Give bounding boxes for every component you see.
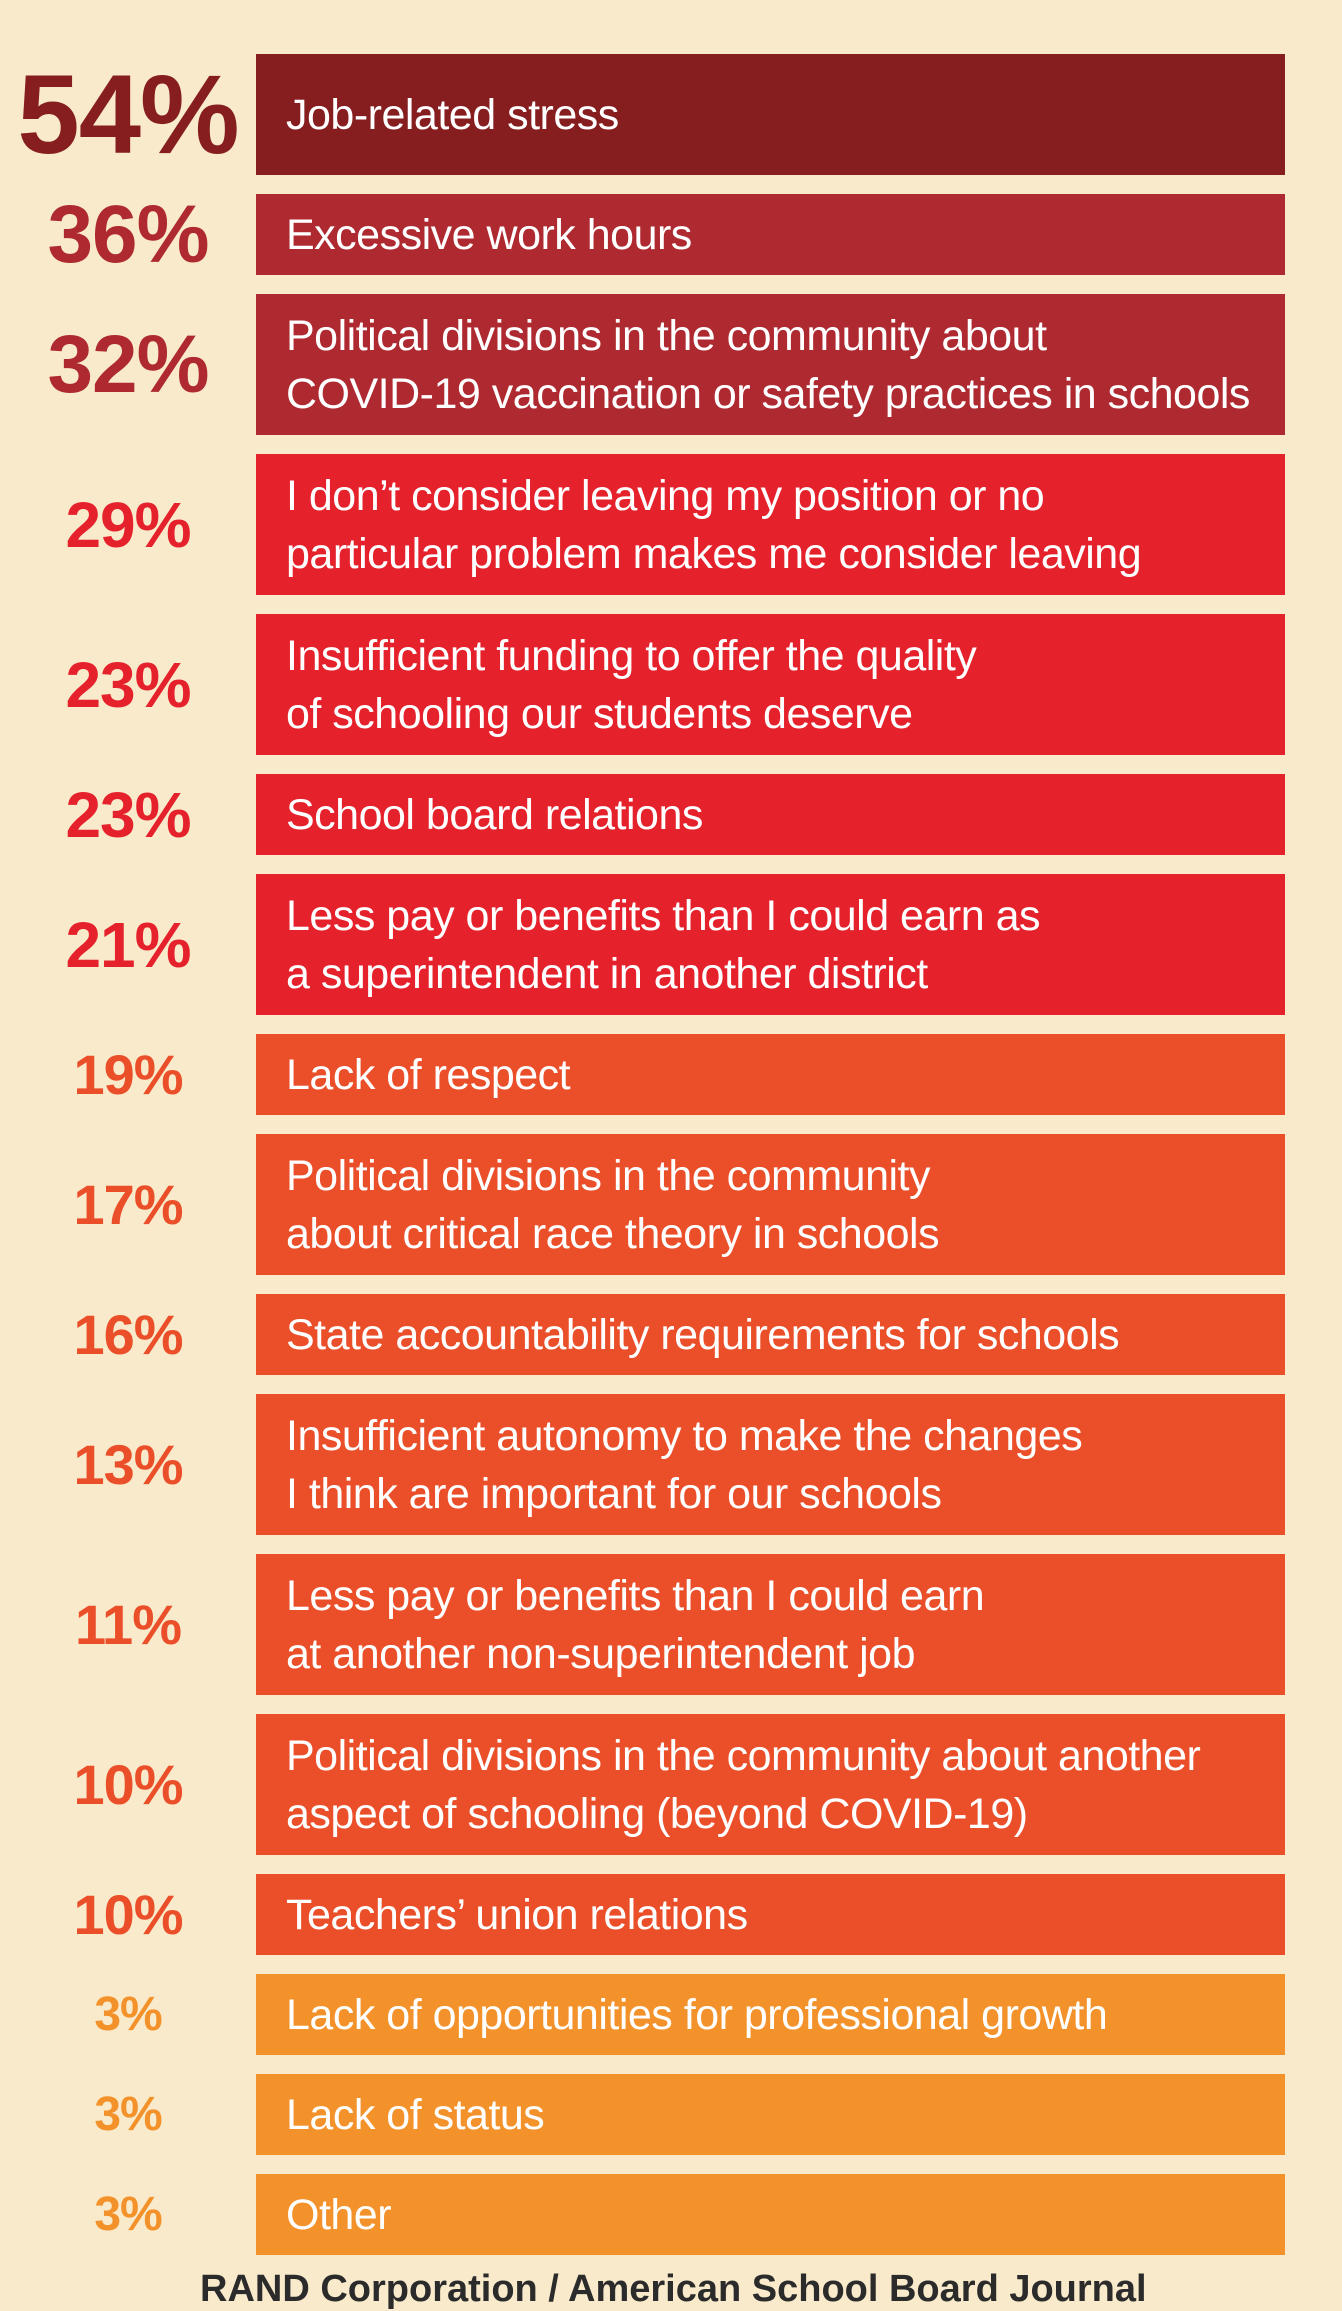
bar <box>256 1394 1285 1535</box>
value-label: 23% <box>65 648 191 721</box>
bar-label: Less pay or benefits than I could earn as a superintendent in another district <box>286 891 1040 998</box>
bar <box>256 294 1285 435</box>
bar-label: State accountability requirements for schools <box>286 1310 1120 1359</box>
value-label: 10% <box>73 1753 183 1816</box>
value-label: 23% <box>65 778 191 851</box>
bar <box>256 1294 1285 1375</box>
bar <box>256 194 1285 275</box>
bar <box>256 1134 1285 1275</box>
bar-label: Teachers’ union relations <box>286 1890 748 1939</box>
value-label: 17% <box>73 1173 183 1236</box>
value-label: 13% <box>73 1433 183 1496</box>
bar-label: Job-related stress <box>286 90 619 139</box>
value-label: 21% <box>65 908 191 981</box>
bar-label: Lack of opportunities for professional growth <box>286 1990 1108 2039</box>
bar-label: Political divisions in the community about another aspect of schooling (beyond COVID-19) <box>286 1731 1201 1838</box>
bar <box>256 1714 1285 1855</box>
bar <box>256 54 1285 175</box>
value-label: 36% <box>47 188 209 280</box>
value-label: 16% <box>73 1303 183 1366</box>
value-label: 3% <box>94 1988 162 2041</box>
bar-label: Political divisions in the community about critical race theory in schools <box>286 1151 940 1258</box>
bar-label: Insufficient funding to offer the quality of schooling our students deserve <box>286 631 977 738</box>
value-label: 19% <box>73 1043 183 1106</box>
bar-label: Excessive work hours <box>286 210 692 259</box>
bar <box>256 874 1285 1015</box>
bar <box>256 774 1285 855</box>
bar-label: Political divisions in the community about COVID-19 vaccination or safety practices in schools <box>286 311 1250 418</box>
bar-label: Other <box>286 2190 392 2239</box>
bar-label: School board relations <box>286 790 703 839</box>
value-label: 10% <box>73 1883 183 1946</box>
bar <box>256 1554 1285 1695</box>
bar <box>256 1874 1285 1955</box>
value-label: 3% <box>94 2188 162 2241</box>
bar <box>256 614 1285 755</box>
bar-label: Insufficient autonomy to make the changes I think are important for our schools <box>286 1411 1083 1518</box>
bar <box>256 2174 1285 2255</box>
bar <box>256 454 1285 595</box>
bar-label: Lack of status <box>286 2090 545 2139</box>
value-label: 29% <box>65 488 191 561</box>
bar-label: Less pay or benefits than I could earn at another non-superintendent job <box>286 1571 985 1678</box>
bar <box>256 1034 1285 1115</box>
bar-label: Lack of respect <box>286 1050 571 1099</box>
value-label: 54% <box>17 52 239 177</box>
source-note: RAND Corporation / American School Board Journal <box>200 2268 1147 2310</box>
value-label: 3% <box>94 2088 162 2141</box>
value-label: 11% <box>75 1593 181 1656</box>
value-label: 32% <box>47 318 209 410</box>
bar-label: I don’t consider leaving my position or no particular problem makes me consider leaving <box>286 471 1142 578</box>
bar <box>256 1974 1285 2055</box>
bar <box>256 2074 1285 2155</box>
